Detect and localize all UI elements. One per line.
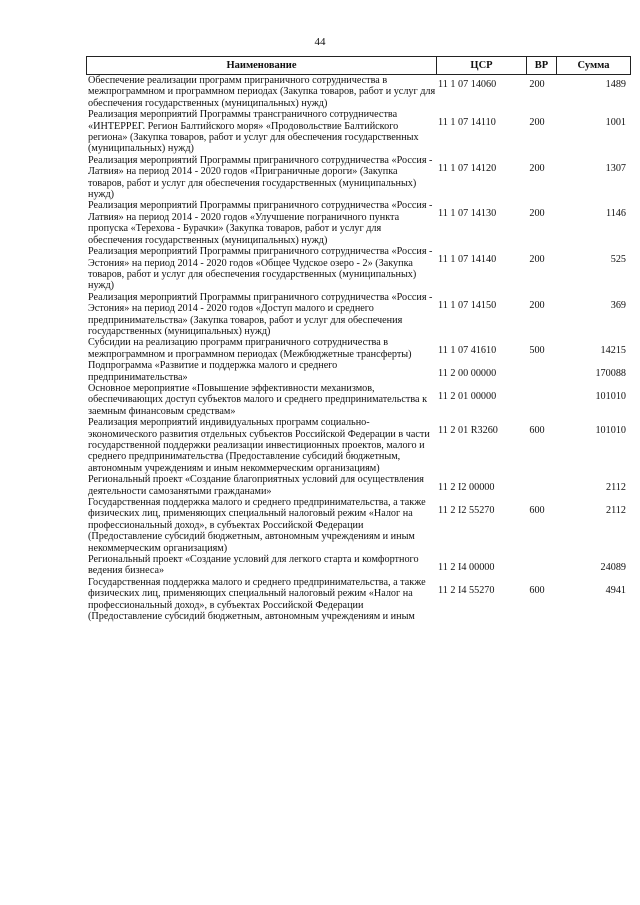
row-sum: 2112 — [606, 505, 626, 517]
row-csr: 11 2 01 R3260 — [438, 425, 498, 437]
row-sum: 2112 — [606, 482, 626, 494]
row-name: Государственная поддержка малого и среднего предпринимательства, а также физических лиц, применяющих специальный налоговый режим «Налог на профессиональный доход», в субъектах Российской Федерации (Предоставление субсидий бюджетным, автономным учреждениям и иным некоммерческим организациям) — [88, 497, 426, 554]
table-row — [86, 417, 631, 474]
row-name: Региональный проект «Создание благоприятных условий для осуществления деятельности самозанятыми гражданами» — [88, 474, 424, 497]
row-vr: 200 — [529, 254, 545, 266]
row-vr: 600 — [529, 505, 545, 517]
row-name: Основное мероприятие «Повышение эффективности механизмов, обеспечивающих доступ субъектов малого и среднего предпринимательства к заемным финансовым средствам» — [88, 382, 428, 417]
header-vr: ВР — [526, 57, 556, 74]
row-sum: 525 — [610, 254, 626, 266]
row-vr: 200 — [529, 299, 545, 311]
table-row — [86, 200, 631, 246]
table-row — [86, 497, 631, 554]
row-vr: 600 — [529, 425, 545, 437]
row-csr: 11 2 I2 00000 — [438, 482, 495, 494]
row-name: Реализация мероприятий Программы приграничного сотрудничества «Россия - Латвия» на период 2014 - 2020 годов «Улучшение пограничного пункта пропуска «Терехова - Бурачки» (Закупка товаров, работ и услуг для обеспечения государственных (муниципальных) нужд) — [88, 200, 433, 246]
table-row — [86, 577, 631, 623]
table-row — [86, 337, 631, 360]
row-csr: 11 1 07 14120 — [438, 162, 497, 174]
table-row — [86, 75, 631, 109]
row-csr: 11 2 I4 00000 — [438, 562, 495, 574]
row-vr: 500 — [529, 345, 545, 357]
row-sum: 4941 — [605, 584, 626, 596]
row-csr: 11 1 07 14110 — [438, 117, 496, 129]
table-row — [86, 246, 631, 292]
row-sum: 101010 — [595, 390, 626, 402]
row-sum: 1307 — [605, 162, 626, 174]
row-vr: 200 — [529, 117, 545, 129]
row-csr: 11 1 07 14060 — [438, 79, 497, 90]
row-vr: 200 — [529, 79, 545, 90]
row-name: Обеспечение реализации программ приграничного сотрудничества в межпрограммном и программном периодах (Закупка товаров, работ и услуг для обеспечения государственных (муниципальных) нужд) — [88, 75, 436, 109]
page-number: 44 — [314, 36, 326, 48]
row-csr: 11 2 00 00000 — [438, 368, 497, 380]
table-row — [86, 292, 631, 338]
table-row — [86, 360, 631, 383]
row-name: Реализация мероприятий Программы приграничного сотрудничества «Россия - Эстония» на период 2014 - 2020 годов «Доступ малого и среднего предпринимательства» (Закупка товаров, работ и услуг для обеспечения государственных (муниципальных) нужд) — [88, 291, 433, 337]
budget-table — [86, 56, 631, 623]
row-name: Подпрограмма «Развитие и поддержка малого и среднего предпринимательства» — [88, 360, 338, 383]
row-sum: 170088 — [595, 368, 626, 380]
row-name: Региональный проект «Создание условий для легкого старта и комфортного ведения бизнеса» — [88, 554, 419, 577]
row-csr: 11 1 07 14150 — [438, 299, 497, 311]
row-vr: 200 — [529, 208, 545, 220]
row-csr: 11 2 I4 55270 — [438, 584, 495, 596]
header-sum: Сумма — [556, 57, 631, 74]
row-sum: 1146 — [606, 208, 626, 220]
row-name: Реализация мероприятий индивидуальных программ социально-экономического развития отдельных субъектов Российской Федерации в части государственной поддержки реализации инвестиционных проектов, малого и среднего предпринимательства (Предоставление субсидий бюджетным, автономным учреждениям и иным некоммерческим организациям) — [88, 417, 430, 474]
row-sum: 369 — [610, 299, 626, 311]
row-name: Субсидии на реализацию программ приграничного сотрудничества в межпрограммном и программном периодах (Межбюджетные трансферты) — [88, 337, 412, 360]
row-csr: 11 1 07 14130 — [438, 208, 497, 220]
row-vr: 200 — [529, 162, 545, 174]
row-name: Реализация мероприятий Программы приграничного сотрудничества «Россия - Эстония» на период 2014 - 2020 годов «Общее Чудское озеро - 2» (Закупка товаров, работ и услуг для обеспечения государственных (муниципальных) нужд) — [88, 246, 433, 292]
row-csr: 11 1 07 41610 — [438, 345, 497, 357]
row-csr: 11 2 01 00000 — [438, 390, 497, 402]
row-sum: 14215 — [600, 345, 626, 357]
row-csr: 11 1 07 14140 — [438, 254, 497, 266]
row-name: Реализация мероприятий Программы приграничного сотрудничества «Россия - Латвия» на период 2014 - 2020 годов «Приграничные дороги» (Закупка товаров, работ и услуг для обеспечения государственных (муниципальных) нужд) — [88, 154, 433, 201]
header-name: Наименование — [86, 57, 436, 74]
table-row — [86, 474, 631, 497]
table-header-row — [86, 56, 631, 75]
row-sum: 1001 — [605, 117, 626, 129]
row-sum: 101010 — [595, 425, 626, 437]
table-row — [86, 383, 631, 417]
header-csr: ЦСР — [436, 57, 526, 74]
table-row — [86, 554, 631, 577]
table-row — [86, 155, 631, 201]
row-sum: 1489 — [605, 79, 626, 90]
row-name: Реализация мероприятий Программы трансграничного сотрудничества «ИНТЕРРЕГ. Регион Балтийского моря» «Продовольствие Балтийского региона» (Закупка товаров, работ и услуг для обеспечения государственных (муниципальных) нужд) — [88, 109, 419, 155]
row-name: Государственная поддержка малого и среднего предпринимательства, а также физических лиц, применяющих специальный налоговый режим «Налог на профессиональный доход», в субъектах Российской Федерации (Предоставление субсидий бюджетным, автономным учреждениям и иным — [88, 576, 426, 623]
row-csr: 11 2 I2 55270 — [438, 505, 495, 517]
row-sum: 24089 — [600, 562, 626, 574]
row-vr: 600 — [529, 584, 545, 596]
table-row — [86, 109, 631, 155]
